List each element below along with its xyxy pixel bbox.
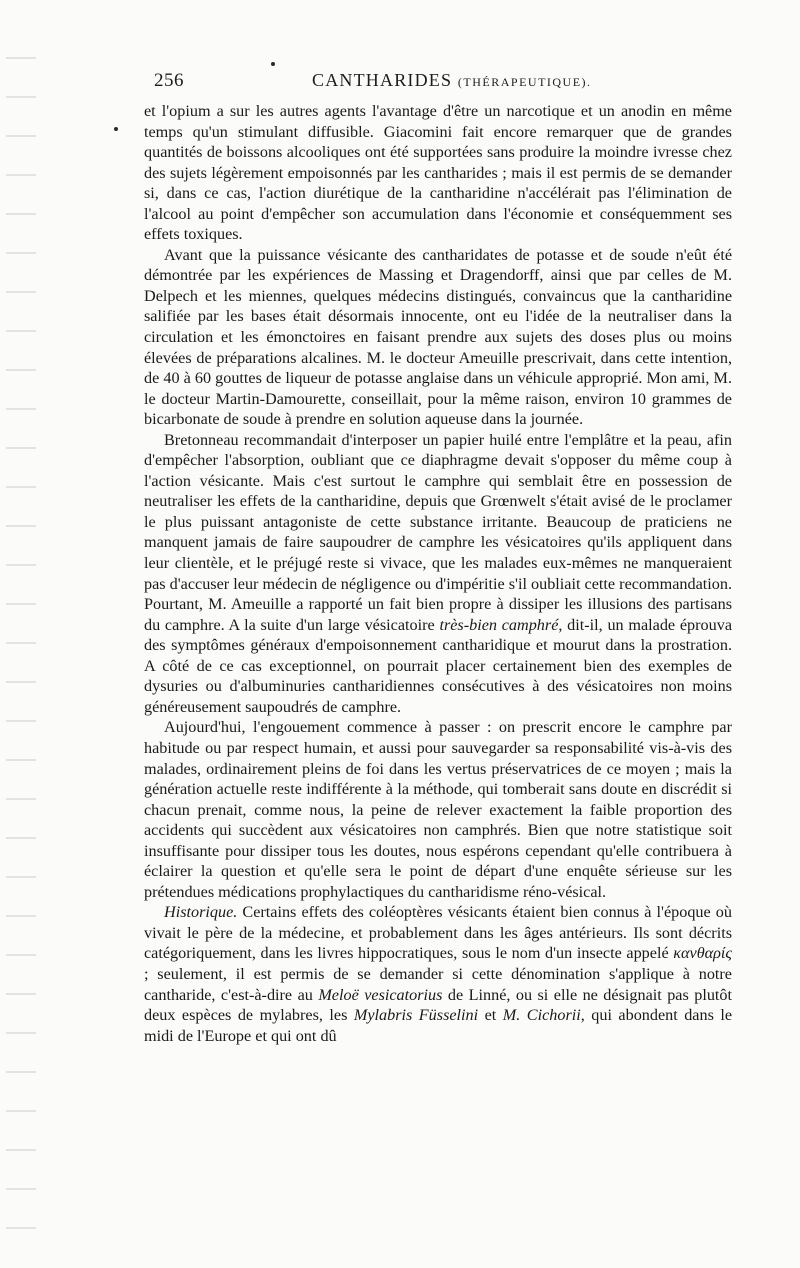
running-title-subtitle: (THÉRAPEUTIQUE). <box>457 75 592 89</box>
paragraph-alkaline-neutralization: Avant que la puissance vésicante des cantharidates de potasse et de soude n'eût été démontrée par les expériences de Massing et Dragendorff, ainsi que par celles de M. Delpech et les miennes, quelques médecins distingués, convaincus que la cantharidine salifiée par les bases était désormais innocente, ont eu l'idée de la neutraliser dans la circulation et les émonctoires en faisant prendre aux sujets des doses plus ou moins élevées de préparations alcalines. M. le docteur Ameuille prescrivait, dans cette intention, de 40 à 60 gouttes de liqueur de potasse anglaise dans un véhicule approprié. Mon ami, M. le docteur Martin-Damourette, conseillait, pour la même raison, environ 10 grammes de bicarbonate de soude à prendre en solution aqueuse dans la journée. <box>144 245 732 429</box>
italic-text: Historique. <box>164 903 238 922</box>
italic-text: M. Cichorii <box>502 1006 581 1025</box>
scan-margin-artifacts <box>6 20 36 1260</box>
ink-speck <box>271 62 275 66</box>
paragraph-camphor: Bretonneau recommandait d'interposer un papier huilé entre l'emplâtre et la peau, afin d'empêcher l'absorption, oubliant que ce diaphragme devait s'opposer du même coup à l'action vésicante. Mais c'est surtout le camphre qui semblait être en possession de neutraliser les effets de la cantharidine, depuis que Grœnwelt s'était avisé de le proclamer le plus puissant antagoniste de cette substance irritante. Beaucoup de praticiens ne manquent jamais de faire saupoudrer de camphre les vésicatoires qu'ils appliquent dans leur clientèle, et le préjugé reste si vivace, que les malades eux-mêmes ne manqueraient pas d'accuser leur médecin de négligence ou d'impéritie s'il oubliait cette recommandation. Pourtant, M. Ameuille a rapporté un fait bien propre à dissiper les illusions des partisans du camphre. A la suite d'un large vésicatoire très-bien camphré, dit-il, un malade éprouva des symptômes généraux d'empoisonnement cantharidique et mourut dans la prostration. A côté de ce cas exceptionnel, on pourrait placer certainement bien des exemples de dysuries ou d'albuminuries cantharidiennes consécutives à des vésicatoires non moins généreusement saupoudrés de camphre. <box>144 430 732 716</box>
running-title-main: CANTHARIDES <box>312 70 453 90</box>
italic-text: Meloë vesicatorius <box>318 985 443 1004</box>
paragraph-today: Aujourd'hui, l'engouement commence à passer : on prescrit encore le camphre par habitude ou par respect humain, et aussi pour sauvegarder sa responsabilité vis-à-vis des malades, ordinairement pleins de foi dans les vertus préservatrices de ce moyen ; mais la génération actuelle reste indifférente à la méthode, qui tomberait sans doute en discrédit si chacun prenait, comme nous, la peine de relever exactement la faible proportion des accidents qui succèdent aux vésicatoires non camphrés. Bien que notre statistique soit insuffisante pour dissiper tous les doutes, nous espérons cependant qu'elle contribuera à éclairer la question et qu'elle sera le point de départ d'une enquête sérieuse sur les prétendues médications prophylactiques du cantharidisme réno-vésical. <box>144 718 732 901</box>
page-number: 256 <box>154 70 184 91</box>
italic-text: κανθαρίς <box>673 944 732 963</box>
running-header <box>154 70 734 98</box>
body-text <box>144 101 732 1046</box>
ink-speck <box>114 127 118 131</box>
paragraph-historique: Historique. Certains effets des coléoptères vésicants étaient bien connus à l'époque où vivait le père de la médecine, et probablement dans les âges antérieurs. Ils sont décrits catégoriquement, dans les livres hippocratiques, sous le nom d'un insecte appelé κανθαρίς ; seulement, il est permis de se demander si cette dénomination s'applique à notre cantharide, c'est-à-dire au Meloë vesicatorius de Linné, ou si elle ne désignait pas plutôt deux espèces de mylabres, les Mylabris Füsselini et M. Cichorii, qui abondent dans le midi de l'Europe et qui ont dû <box>144 903 733 1045</box>
running-title <box>312 70 592 91</box>
italic-text: très-bien camphré <box>439 615 559 634</box>
paragraph-opium: et l'opium a sur les autres agents l'avantage d'être un narcotique et un anodin en même temps qu'un stimulant diffusible. Giacomini fait encore remarquer que de grandes quantités de boissons alcooliques ont été supportées sans produire la moindre ivresse chez des sujets légèrement empoisonnés par les cantharides ; mais il est permis de se demander si, dans ce cas, l'action diurétique de la cantharidine n'accélérait pas l'élimination de l'alcool au point d'empêcher son accumulation dans l'économie et conséquemment ses effets toxiques. <box>144 102 732 244</box>
italic-text: Mylabris Füsselini <box>353 1006 479 1025</box>
